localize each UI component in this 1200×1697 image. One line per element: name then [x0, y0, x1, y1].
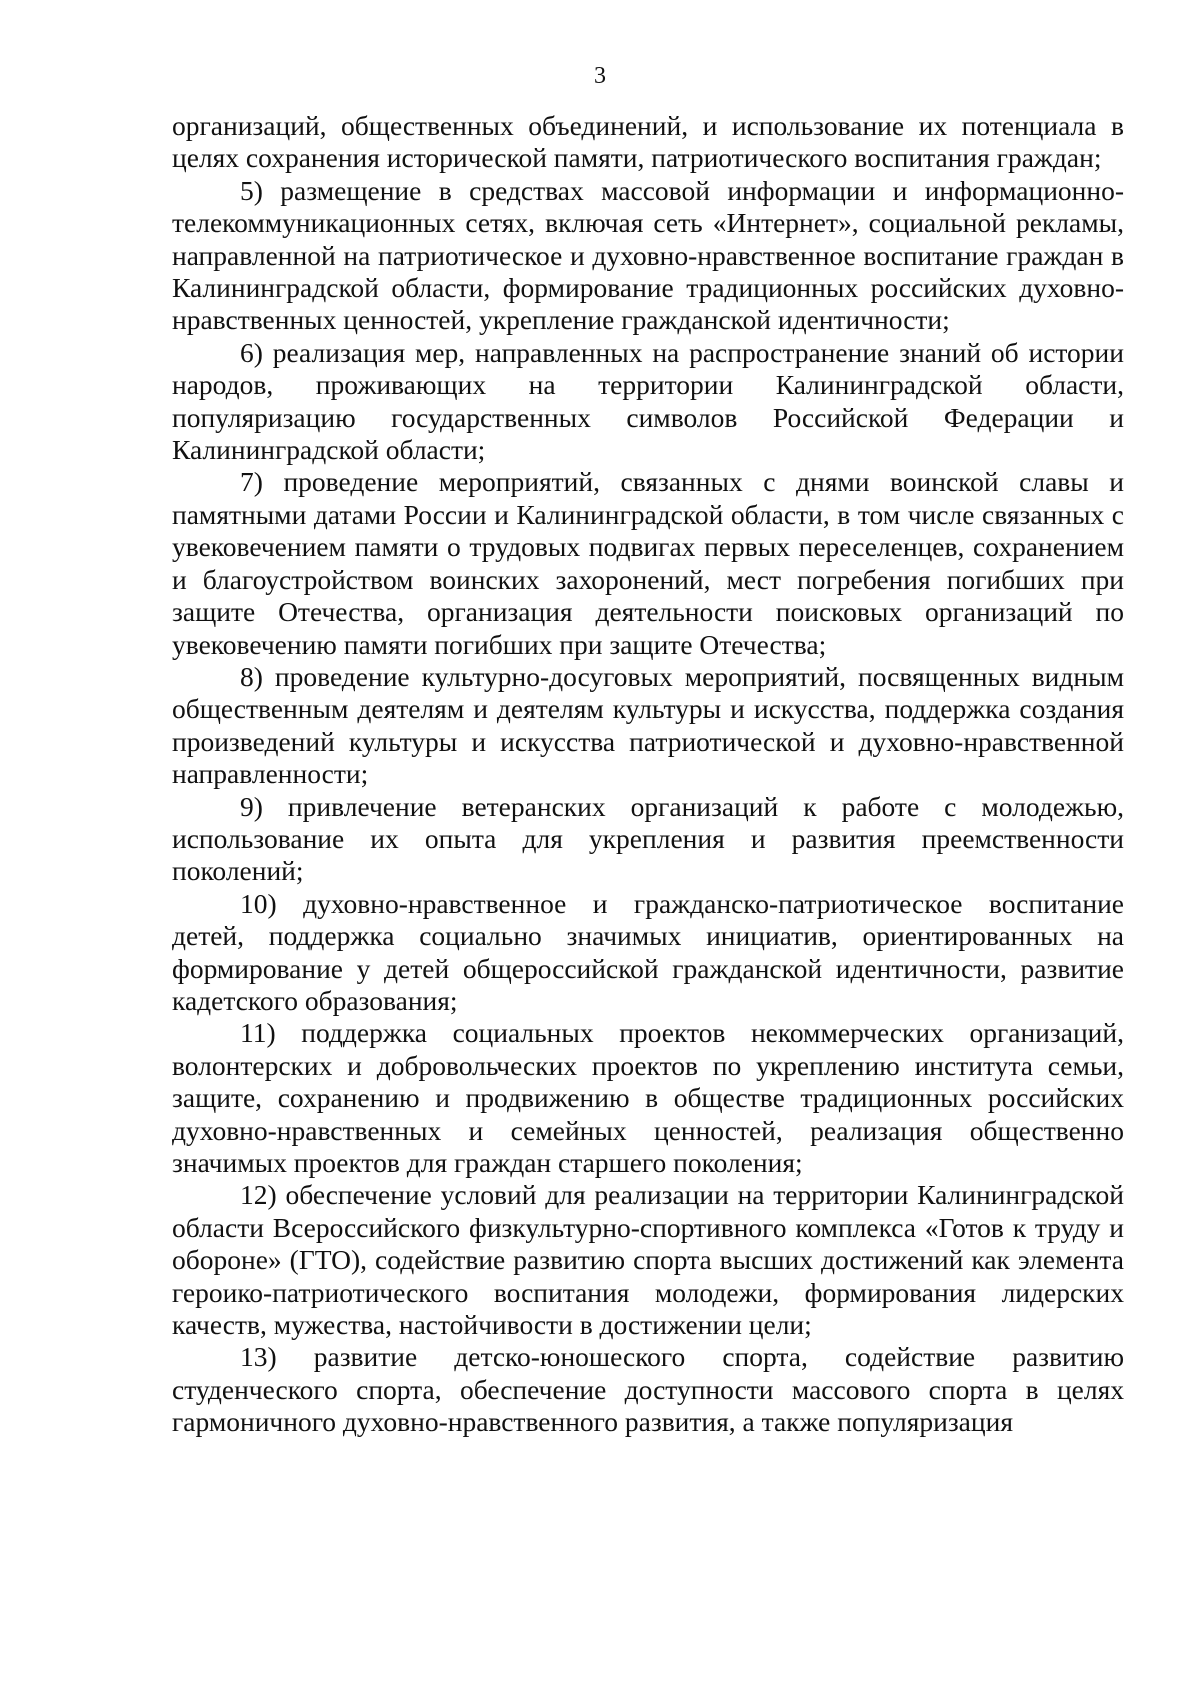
paragraph-item-11: 11) поддержка социальных проектов некоммерческих организаций, волонтерских и добровольческих проектов по укреплению института семьи, защите, сохранению и продвижению в обществе традиционных российских духовно-нравственных и семейных ценностей, реализация общественно значимых проектов для граждан старшего поколения; [172, 1017, 1124, 1178]
paragraph-item-13: 13) развитие детско-юношеского спорта, содействие развитию студенческого спорта, обеспечение доступности массового спорта в целях гармоничного духовно-нравственного развития, а также популяризация [172, 1341, 1124, 1438]
paragraph-continuation: организаций, общественных объединений, и использование их потенциала в целях сохранения исторической памяти, патриотического воспитания граждан; [172, 110, 1124, 174]
paragraph-item-8: 8) проведение культурно-досуговых мероприятий, посвященных видным общественным деятелям и деятелям культуры и искусства, поддержка создания произведений культуры и искусства патриотической и духовно-нравственной направленности; [172, 660, 1124, 790]
page-number: 3 [594, 63, 606, 89]
document-body [172, 110, 1124, 1439]
paragraph-item-6: 6) реализация мер, направленных на распространение знаний об истории народов, проживающих на территории Калининградской области, популяризацию государственных символов Российской Федерации и Калининградской области; [172, 336, 1124, 466]
paragraph-item-9: 9) привлечение ветеранских организаций к работе с молодежью, использование их опыта для укрепления и развития преемственности поколений; [172, 790, 1124, 887]
paragraph-item-10: 10) духовно-нравственное и гражданско-патриотическое воспитание детей, поддержка социально значимых инициатив, ориентированных на формирование у детей общероссийской гражданской идентичности, развитие кадетского образования; [172, 887, 1124, 1016]
paragraph-item-7: 7) проведение мероприятий, связанных с днями воинской славы и памятными датами России и Калининградской области, в том числе связанных с увековечением памяти о трудовых подвигах первых переселенцев, сохранением и благоустройством воинских захоронений, мест погребения погибших при защите Отечества, организация деятельности поисковых организаций по увековечению памяти погибших при защите Отечества; [172, 466, 1124, 660]
paragraph-item-5: 5) размещение в средствах массовой информации и информационно-телекоммуникационных сетях, включая сеть «Интернет», социальной рекламы, направленной на патриотическое и духовно-нравственное воспитание граждан в Калининградской области, формирование традиционных российских духовно-нравственных ценностей, укрепление гражданской идентичности; [172, 174, 1124, 336]
paragraph-item-12: 12) обеспечение условий для реализации на территории Калининградской области Всероссийского физкультурно-спортивного комплекса «Готов к труду и обороне» (ГТО), содействие развитию спорта высших достижений как элемента героико-патриотического воспитания молодежи, формирования лидерских качеств, мужества, настойчивости в достижении цели; [172, 1179, 1124, 1341]
